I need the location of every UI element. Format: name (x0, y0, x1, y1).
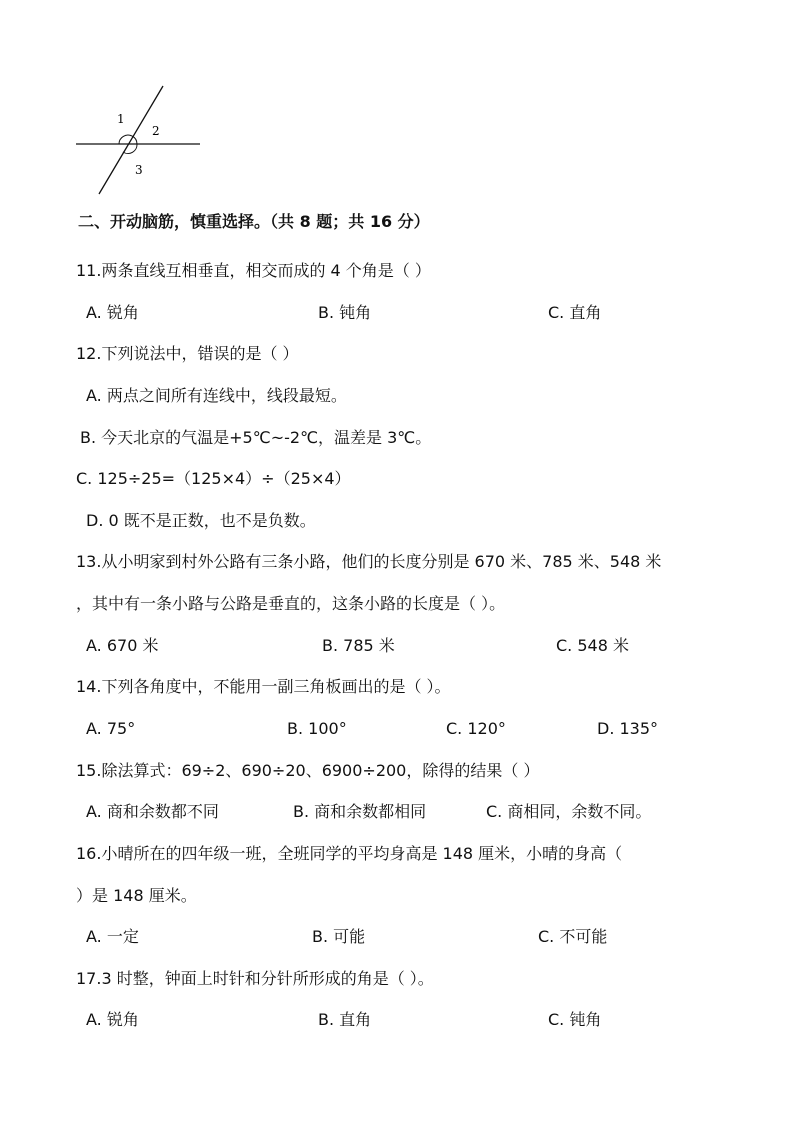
question-11-option-c[interactable]: C. 直角 (548, 303, 602, 322)
question-13-stem-line-2: ，其中有一条小路与公路是垂直的，这条小路的长度是（ ）。 (76, 594, 506, 613)
section-heading: 二、开动脑筋，慎重选择。（共 8 题；共 16 分） (78, 212, 430, 231)
question-16-option-a[interactable]: A. 一定 (86, 927, 139, 946)
question-16-option-b[interactable]: B. 可能 (312, 927, 366, 946)
question-11-option-b[interactable]: B. 钝角 (318, 303, 372, 322)
angle-label-1: 1 (117, 112, 125, 126)
intersecting-lines-diagram (72, 84, 204, 196)
question-17-stem: 17.3 时整，钟面上时针和分针所形成的角是（ ）。 (76, 969, 434, 988)
question-16-stem-line-2: ）是 148 厘米。 (76, 886, 197, 905)
question-13-stem-line-1: 13.从小明家到村外公路有三条小路，他们的长度分别是 670 米、785 米、548 米 (76, 552, 662, 571)
angle-label-2: 2 (152, 124, 160, 138)
question-15-option-b[interactable]: B. 商和余数都相同 (293, 802, 427, 821)
question-12-option-b[interactable]: B. 今天北京的气温是+5℃~-2℃，温差是 3℃。 (80, 428, 432, 447)
question-13-option-c[interactable]: C. 548 米 (556, 636, 629, 655)
question-14-option-a[interactable]: A. 75° (86, 719, 136, 738)
question-13-option-a[interactable]: A. 670 米 (86, 636, 159, 655)
question-12-option-a[interactable]: A. 两点之间所有连线中，线段最短。 (86, 386, 347, 405)
question-11-stem: 11.两条直线互相垂直，相交而成的 4 个角是（ ） (76, 261, 431, 280)
question-14-option-c[interactable]: C. 120° (446, 719, 506, 738)
question-17-option-a[interactable]: A. 锐角 (86, 1010, 139, 1029)
question-15-option-c[interactable]: C. 商相同，余数不同。 (486, 802, 652, 821)
question-15-stem: 15.除法算式：69÷2、690÷20、6900÷200，除得的结果（ ） (76, 761, 540, 780)
angle-label-3: 3 (135, 163, 143, 177)
question-15-option-a[interactable]: A. 商和余数都不同 (86, 802, 219, 821)
question-14-stem: 14.下列各角度中，不能用一副三角板画出的是（ ）。 (76, 677, 451, 696)
question-17-option-c[interactable]: C. 钝角 (548, 1010, 602, 1029)
question-12-option-c[interactable]: C. 125÷25=（125×4）÷（25×4） (76, 469, 351, 488)
question-16-option-c[interactable]: C. 不可能 (538, 927, 608, 946)
intersecting-lines-figure (72, 84, 204, 196)
question-12-stem: 12.下列说法中，错误的是（ ） (76, 344, 299, 363)
question-14-option-b[interactable]: B. 100° (287, 719, 347, 738)
question-12-option-d[interactable]: D. 0 既不是正数，也不是负数。 (86, 511, 316, 530)
question-11-option-a[interactable]: A. 锐角 (86, 303, 139, 322)
slanted-line (99, 86, 163, 194)
question-13-option-b[interactable]: B. 785 米 (322, 636, 395, 655)
question-14-option-d[interactable]: D. 135° (597, 719, 659, 738)
question-16-stem-line-1: 16.小晴所在的四年级一班，全班同学的平均身高是 148 厘米，小晴的身高（ (76, 844, 623, 863)
question-17-option-b[interactable]: B. 直角 (318, 1010, 372, 1029)
